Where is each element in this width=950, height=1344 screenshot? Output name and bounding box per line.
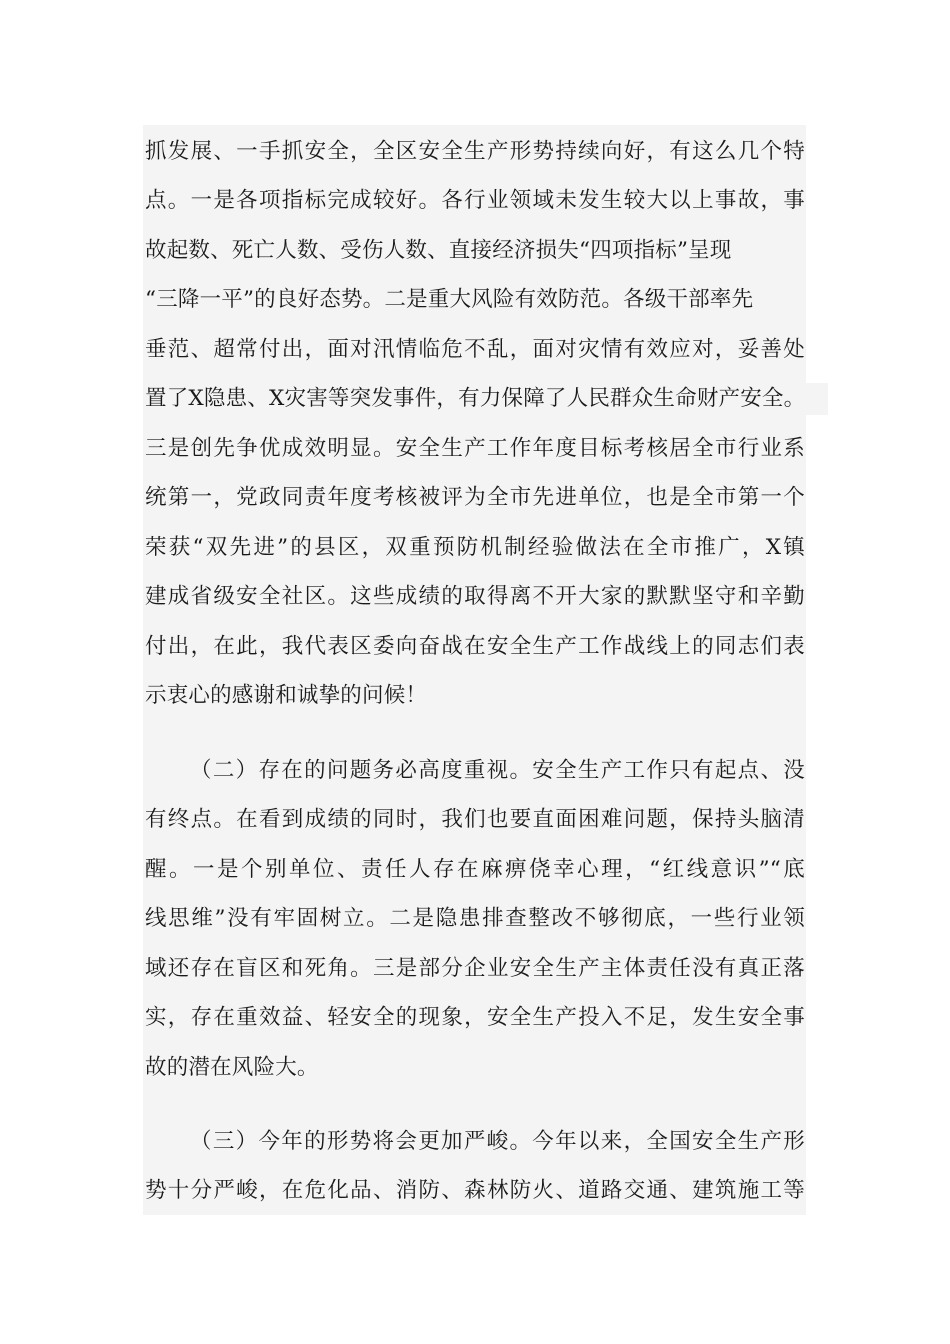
text-line: “三降一平”的良好态势。二是重大风险有效防范。各级干部率先 <box>145 287 754 312</box>
text-line: 实，存在重效益、轻安全的现象，安全生产投入不足，发生安全事 <box>145 1005 805 1030</box>
page-background-overflow <box>806 383 828 415</box>
text-line: 置了X隐患、X灾害等突发事件，有力保障了人民群众生命财产安全。 <box>145 386 806 411</box>
text-line: 域还存在盲区和死角。三是部分企业安全生产主体责任没有真正落 <box>145 956 805 981</box>
text-line: 统第一，党政同责年度考核被评为全市先进单位，也是全市第一个 <box>145 485 805 510</box>
paragraph-heading-3: （三）今年的形势将会更加严峻。今年以来，全国安全生产形 <box>190 1129 805 1154</box>
text-line: 建成省级安全社区。这些成绩的取得离不开大家的默默坚守和辛勤 <box>145 584 805 609</box>
text-line: 线思维”没有牢固树立。二是隐患排查整改不够彻底，一些行业领 <box>145 906 805 931</box>
text-line: 示衷心的感谢和诚挚的问候！ <box>145 683 428 708</box>
text-line: 有终点。在看到成绩的同时，我们也要直面困难问题，保持头脑清 <box>145 807 805 832</box>
paragraph-heading-2: （二）存在的问题务必高度重视。安全生产工作只有起点、没 <box>190 758 805 783</box>
text-line: 故的潜在风险大。 <box>145 1055 319 1080</box>
text-line: 故起数、死亡人数、受伤人数、直接经济损失“四项指标”呈现 <box>145 238 732 263</box>
text-line: 垂范、超常付出，面对汛情临危不乱，面对灾情有效应对，妥善处 <box>145 337 805 362</box>
text-line: 三是创先争优成效明显。安全生产工作年度目标考核居全市行业系 <box>145 436 805 461</box>
text-line: 荣获“双先进”的县区，双重预防机制经验做法在全市推广，X镇 <box>145 535 805 560</box>
text-line: 点。一是各项指标完成较好。各行业领域未发生较大以上事故，事 <box>145 188 805 213</box>
text-line: 抓发展、一手抓安全，全区安全生产形势持续向好，有这么几个特 <box>145 139 805 164</box>
text-line: 付出，在此，我代表区委向奋战在安全生产工作战线上的同志们表 <box>145 634 805 659</box>
text-line: 醒。一是个别单位、责任人存在麻痹侥幸心理，“红线意识”“底 <box>145 857 805 882</box>
text-line: 势十分严峻，在危化品、消防、森林防火、道路交通、建筑施工等 <box>145 1178 805 1203</box>
